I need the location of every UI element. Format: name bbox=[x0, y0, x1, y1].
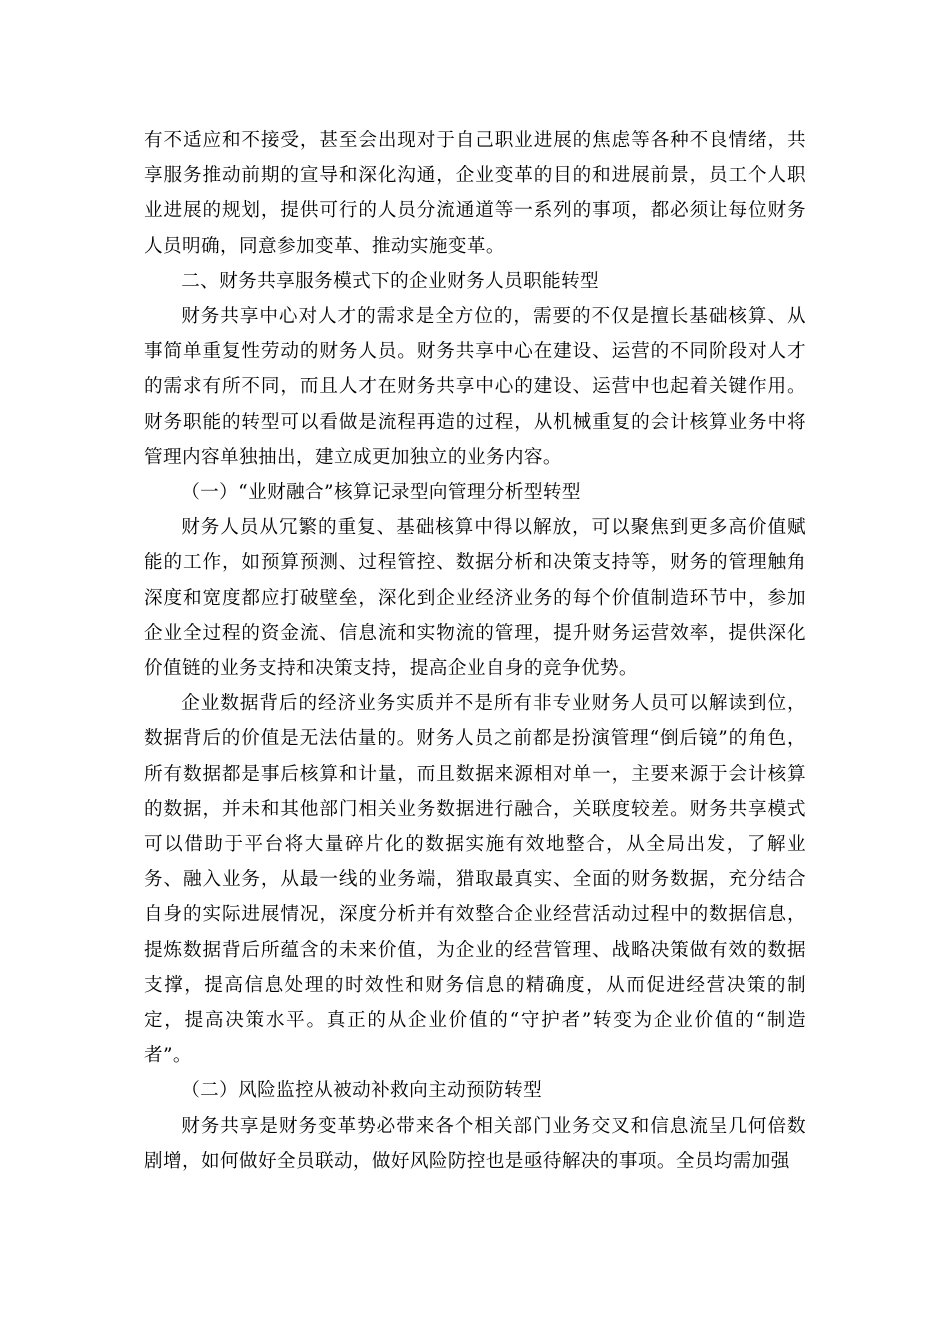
paragraph-talent-demand: 财务共享中心对人才的需求是全方位的，需要的不仅是擅长基础核算、从事简单重复性劳动的财务人员。财务共享中心在建设、运营的不同阶段对人才的需求有所不同，而且人才在财务共享中心的建设、运营中也起着关键作用。财务职能的转型可以看做是流程再造的过程，从机械重复的会计核算业务中将管理内容单独抽出，建立成更加独立的业务内容。 bbox=[144, 306, 806, 468]
paragraph-data-value: 企业数据背后的经济业务实质并不是所有非专业财务人员可以解读到位，数据背后的价值是无法估量的。财务人员之前都是扮演管理“倒后镜”的角色，所有数据都是事后核算和计量，而且数据来源相对单一，主要来源于会计核算的数据，并未和其他部门相关业务数据进行融合，关联度较差。财务共享模式可以借助于平台将大量碎片化的数据实施有效地整合，从全局出发，了解业务、融入业务，从最一线的业务端，猎取最真实、全面的财务数据，充分结合自身的实际进展情况，深度分析并有效整合企业经营活动过程中的数据信息，提炼数据背后所蕴含的未来价值，为企业的经营管理、战略决策做有效的数据支撑，提高信息处理的时效性和财务信息的精确度，从而促进经营决策的制定，提高决策水平。真正的从企业价值的“守护者”转变为企业价值的“制造者”。 bbox=[144, 693, 806, 1067]
section-heading-2: 二、财务共享服务模式下的企业财务人员职能转型 bbox=[181, 270, 600, 292]
paragraph-intro-continuation: 有不适应和不接受，甚至会出现对于自己职业进展的焦虑等各种不良情绪，共享服务推动前期的宣导和深化沟通，企业变革的目的和进展前景，员工个人职业进展的规划，提供可行的人员分流通道等一系列的事项，都必须让每位财务人员明确，同意参加变革、推动实施变革。 bbox=[144, 130, 806, 257]
paragraph-risk-control: 财务共享是财务变革势必带来各个相关部门业务交叉和信息流呈几何倍数剧增，如何做好全员联动，做好风险防控也是亟待解决的事项。全员均需加强 bbox=[144, 1115, 806, 1172]
subsection-heading-1: （一）“业财融合”核算记录型向管理分析型转型 bbox=[181, 482, 581, 504]
document-page bbox=[144, 123, 806, 1179]
paragraph-value-empowerment: 财务人员从冗繁的重复、基础核算中得以解放，可以聚焦到更多高价值赋能的工作，如预算预测、过程管控、数据分析和决策支持等，财务的管理触角深度和宽度都应打破壁垒，深化到企业经济业务的每个价值制造环节中，参加企业全过程的资金流、信息流和实物流的管理，提升财务运营效率，提供深化价值链的业务支持和决策支持，提高企业自身的竞争优势。 bbox=[144, 517, 806, 680]
subsection-heading-2: （二）风险监控从被动补救向主动预防转型 bbox=[181, 1080, 543, 1102]
